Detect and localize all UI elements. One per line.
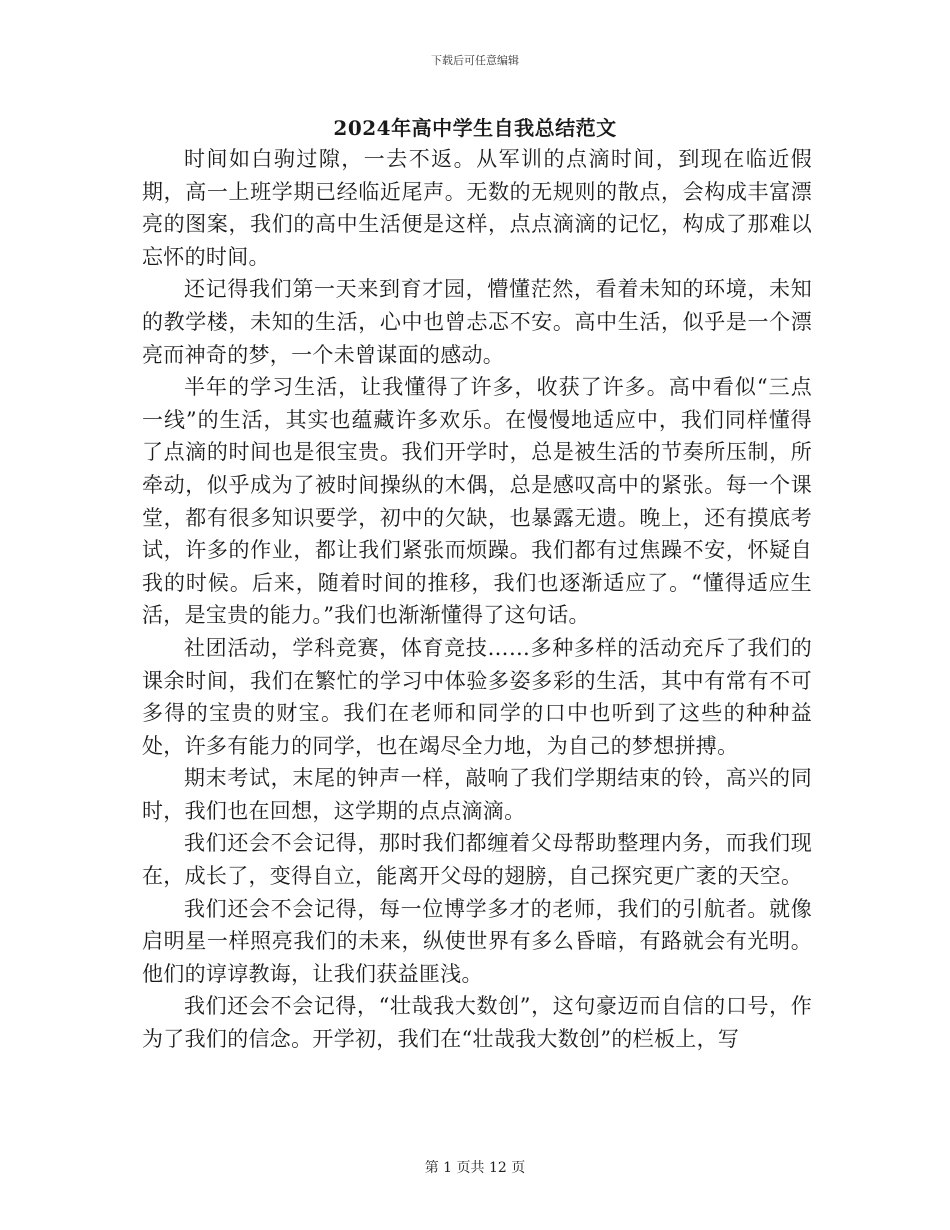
paragraph: 还记得我们第一天来到育才园，懵懂茫然，看着未知的环境，未知的教学楼，未知的生活，心中也曾忐忑不安。高中生活，似乎是一个漂亮而神奇的梦，一个未曾谋面的感动。 bbox=[142, 277, 812, 367]
paragraph: 社团活动，学科竞赛，体育竞技……多种多样的活动充斥了我们的课余时间，我们在繁忙的学习中体验多姿多彩的生活，其中有常有不可多得的宝贵的财宝。我们在老师和同学的口中也听到了这些的种种益处，许多有能力的同学，也在竭尽全力地，为自己的梦想拼搏。 bbox=[142, 635, 812, 758]
paragraph: 我们还会不会记得，每一位博学多才的老师，我们的引航者。就像启明星一样照亮我们的未来，纵使世界有多么昏暗，有路就会有光明。他们的谆谆教诲，让我们获益匪浅。 bbox=[142, 896, 812, 986]
document-body bbox=[142, 143, 812, 1056]
header-note: 下载后可任意编辑 bbox=[431, 54, 519, 67]
page-number: 第 1 页共 12 页 bbox=[424, 1160, 526, 1176]
paragraph: 我们还会不会记得，那时我们都缠着父母帮助整理内务，而我们现在，成长了，变得自立，能离开父母的翅膀，自己探究更广袤的天空。 bbox=[142, 831, 812, 889]
document-title: 2024年高中学生自我总结范文 bbox=[333, 116, 617, 140]
paragraph: 半年的学习生活，让我懂得了许多，收获了许多。高中看似“三点一线”的生活，其实也蕴藏许多欢乐。在慢慢地适应中，我们同样懂得了点滴的时间也是很宝贵。我们开学时，总是被生活的节奏所压制，所牵动，似乎成为了被时间操纵的木偶，总是感叹高中的紧张。每一个课堂，都有很多知识要学，初中的欠缺，也暴露无遗。晚上，还有摸底考试，许多的作业，都让我们紧张而烦躁。我们都有过焦躁不安，怀疑自我的时候。后来，随着时间的推移，我们也逐渐适应了。“懂得适应生活，是宝贵的能力。”我们也渐渐懂得了这句话。 bbox=[142, 375, 812, 628]
paragraph: 期末考试，末尾的钟声一样，敲响了我们学期结束的铃，高兴的同时，我们也在回想，这学期的点点滴滴。 bbox=[142, 766, 812, 823]
paragraph: 时间如白驹过隙，一去不返。从军训的点滴时间，到现在临近假期，高一上班学期已经临近尾声。无数的无规则的散点，会构成丰富漂亮的图案，我们的高中生活便是这样，点点滴滴的记忆，构成了那难以忘怀的时间。 bbox=[142, 147, 812, 269]
paragraph: 我们还会不会记得，“壮哉我大数创”，这句豪迈而自信的口号，作为了我们的信念。开学初，我们在“壮哉我大数创”的栏板上，写 bbox=[142, 994, 812, 1052]
